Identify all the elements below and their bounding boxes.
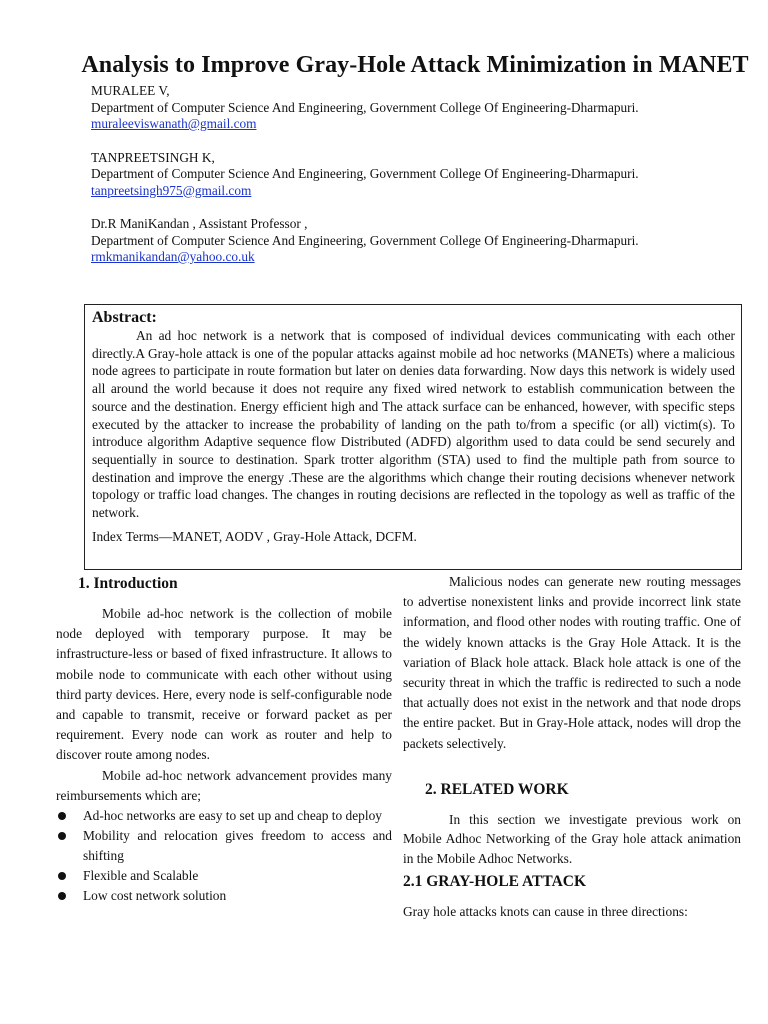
index-terms: Index Terms—MANET, AODV , Gray-Hole Attack, DCFM. [92,528,417,544]
author-block [91,83,639,283]
author-3 [91,216,639,266]
list-item [56,866,392,886]
author-2 [91,150,639,200]
related-work-text: In this section we investigate previous work on Mobile Adhoc Networking of the Gray hole attack animation in the Mobile Adhoc Networks. [403,811,741,866]
bullet-icon [58,872,66,880]
list-item-text: Mobility and relocation gives freedom to access and shifting [83,828,392,864]
malicious-nodes-paragraph [403,572,741,754]
list-item-text: Low cost network solution [83,888,227,904]
introduction-text-2: Mobile ad-hoc network advancement provides many reimbursements which are; [56,767,392,803]
left-column [56,574,392,906]
introduction-paragraph-2 [56,766,392,806]
author-name: TANPREETSINGH K, [91,149,215,165]
author-department: Department of Computer Science And Engineering, Government College Of Engineering-Dharmapuri. [91,232,639,248]
related-work-paragraph [403,810,741,869]
author-1 [91,83,639,133]
paper-title: Analysis to Improve Gray-Hole Attack Minimization in MANET [81,52,749,78]
list-item [56,826,392,866]
list-item [56,806,392,826]
list-item-text: Flexible and Scalable [83,868,199,884]
introduction-heading: 1. Introduction [78,575,178,592]
bullet-icon [58,812,66,820]
abstract-box [84,304,742,570]
list-item [56,886,392,906]
abstract-text [92,327,735,522]
benefits-list [56,806,392,906]
introduction-paragraph-1 [56,604,392,766]
abstract-heading: Abstract: [92,309,157,326]
author-email-link[interactable]: tanpreetsingh975@gmail.com [91,182,252,198]
abstract-body: An ad hoc network is a network that is composed of individual devices communicating with each other directly.A Gray-hole attack is one of the popular attacks against mobile ad hoc networks (MANETs) where a malicious node agrees to participate in route formation but later on denies data forwarding. Now days this network is widely used all around the world because it does not require any fixed wired network to establish communication between the source and the destination. Energy efficient high and The attack surface can be enhanced, however, with specific steps executed by the attacker to increase the probability of landing on the path to/from a specific (or all) victim(s). To introduce algorithm Adaptive sequence flow Distributed (ADFD) algorithm used to data could be send securely and sequentially in source to destination. Spark trotter algorithm (STA) used to find the multiple path from source to destination and improve the energy .These are the algorithms which change their routing decisions whenever network topology or traffic load changes. The changes in routing decisions are reflected in the topology as well as traffic of the network. [92,328,735,521]
malicious-nodes-text: Malicious nodes can generate new routing messages to advertise nonexistent links and provide incorrect link state information, and flood other nodes with routing traffic. One of the widely known attacks is the Gray Hole Attack. It is the variation of Black hole attack. Black hole attack is one of the security threat in which the traffic is redirected to such a node that actually does not exist in the network and that node drops the entire packet. But in Gray-Hole attack, nodes will drop the packets selectively. [403,574,741,751]
introduction-text-1: Mobile ad-hoc network is the collection of mobile node deployed with temporary purpose. It may be infrastructure-less or based of fixed infrastructure. It allows to mobile node to communicate with each other without using third party devices. Here, every node is self-configurable node and capable to transmit, receive or forward packet as per requirement. Every node can work as router and help to discover route among nodes. [56,606,392,763]
author-name: MURALEE V, [91,83,170,98]
related-work-heading: 2. RELATED WORK [425,780,569,798]
author-email-link[interactable]: rmkmanikandan@yahoo.co.uk [91,249,255,264]
gray-hole-attack-paragraph: Gray hole attacks knots can cause in three directions: [403,904,688,920]
author-email-link[interactable]: muraleeviswanath@gmail.com [91,116,257,131]
right-column [403,572,741,922]
author-department: Department of Computer Science And Engineering, Government College Of Engineering-Dharmapuri. [91,166,639,181]
gray-hole-attack-heading: 2.1 GRAY-HOLE ATTACK [403,873,587,891]
bullet-icon [58,832,66,840]
bullet-icon [58,892,66,900]
list-item-text: Ad-hoc networks are easy to set up and cheap to deploy [83,808,382,824]
author-department: Department of Computer Science And Engineering, Government College Of Engineering-Dharmapuri. [91,99,639,115]
author-name: Dr.R ManiKandan , Assistant Professor , [91,216,308,231]
